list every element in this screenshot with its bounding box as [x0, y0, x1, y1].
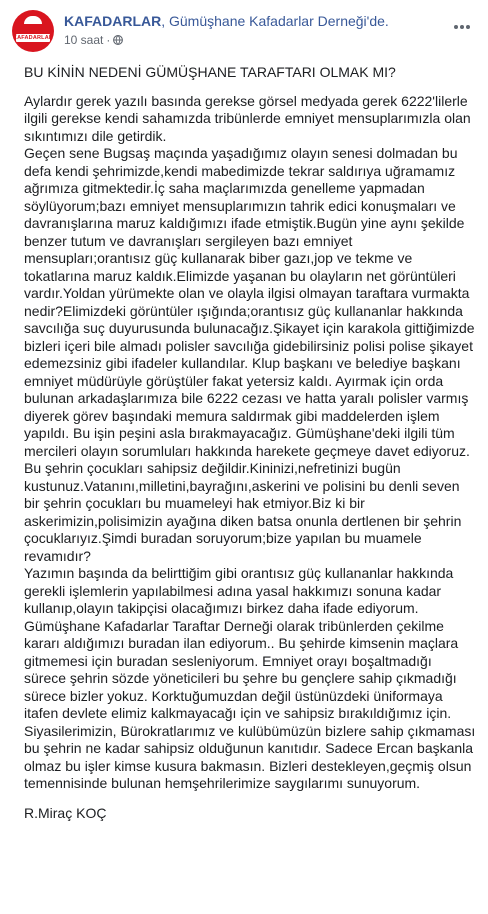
post-paragraph: Geçen sene Bugsaş maçında yaşadığımız olayın senesi dolmadan bu defa kendi şehrimizde,kendi mabedimizde tekrar saldırıya uğramamız ağrımıza gitmektedir.İç saha maçlarımızda genelleme yapmadan söylüyorum;bazı emniyet mensuplarımızın tahrik edici konuşmaları ve davranışlarına maruz kaldığımızı ifade etmiştik.Bugün yine aynı şekilde benzer tutum ve davranışları sergileyen bazı emniyet mensupları;orantısız güç kullanarak biber gazı,jop ve tekme ve tokatlarına maruz kaldık.Elimizde yaşanan bu olayların net görüntüleri vardır.Yoldan yürümekte olan ve olayla ilgisi olmayan taraftara vurmakta nedir?Elimizdeki görüntüler ışığında;orantısız güç kullananlar hakkında savcılığa suç duyurusunda bulunacağız.Şikayet için karakola gittiğimizde bizleri içeri bile almadı polisler savcılığa gidebilirsiniz polisi polise şikayet edemezsiniz gibi ifadeler kullandılar. Klup başkanı ve belediye başkanı emniyet müdürüyle görüştüler fakat yetersiz kaldı. Ayırmak için orda bulunan arkadaşlarımıza bile 6222 cezası ve hatta yaralı polisler varmış diyerek görev başındaki memura saldırmak gibi maddelerden işlem yapıldı. Bu işin peşini asla bırakmayacağız. Gümüşhane'deki ilgili tüm mercileri olayın sorumluları hakkında harekete geçmeye davet ediyoruz.	[24, 145, 479, 459]
more-options-icon[interactable]	[454, 16, 474, 26]
author-separator: ,	[161, 13, 166, 29]
page-avatar[interactable]	[12, 10, 54, 52]
globe-icon[interactable]	[113, 35, 123, 45]
post-header	[12, 10, 476, 56]
location-link[interactable]: Gümüşhane Kafadarlar Derneği'de.	[169, 13, 389, 29]
meta-dot: ·	[106, 33, 111, 47]
post-body	[24, 64, 480, 822]
post-paragraph: Aylardır gerek yazılı basında gerekse görsel medyada gerek 6222'lilerle ilgili gerekse kendi sahamızda tribünlerde emniyet mensuplarımızla olan sıkıntımızı dile getirdik.	[24, 92, 475, 144]
page-name-link[interactable]: KAFADARLAR	[64, 13, 162, 29]
avatar-logo-text: KAFADARLAR	[12, 34, 54, 41]
post-author-line	[64, 12, 389, 30]
post-meta	[64, 32, 123, 48]
post-paragraph: Bu şehrin çocukları sahipsiz değildir.Kininizi,nefretinizi bugün kustunuz.Vatanını,milletini,bayrağını,askerini ve polisini bu denli seven bir şehrin çocukları bu muameleyi hak etmiyor.Biz ki bir askerimizin,polisimizin ayağına diken batsa onunla dertlenen bir şehrin çocuklarıyız.Şimdi buradan soruyorum;bize yapılan bu muamele revamıdır?	[24, 460, 466, 564]
post-paragraph: Gümüşhane Kafadarlar Taraftar Derneği olarak tribünlerden çekilme kararı aldığımızı buradan ilan ediyorum.. Bu şehirde kimsenin maçlara gitmemesi için buradan sesleniyorum. Emniyet orayı boşaltmadığı sürece şehrin sözde yöneticileri bu şehre bu gençlere sahip çıkmadığı sürece bizler yokuz. Korktuğumuzdan değil üstünüzdeki üniformaya itafen devlete elimiz kalkmayacağı için ve sahipsiz bırakıldığımız için. Siyasilerimizin, Bürokratlarımız ve kulübümüzün bizlere sahip çıkmaması bu şehrin ne kadar sahipsiz olduğunun kanıtıdır. Sadece Ercan başkanla olmaz bu işler kimse kusura bakmasın. Bizleri destekleyen,geçmiş olsun temennisinde bulunan hemşehrilerimize saygılarımı sunuyorum.	[24, 617, 480, 791]
post-paragraph: Yazımın başında da belirttiğim gibi orantısız güç kullananlar hakkında gerekli işlemlerin yapılabilmesi adına yasal hakkımızı sonuna kadar kullanıp,olayın takipçisi olacağımızı birkez daha ifade ediyorum.	[24, 565, 458, 616]
logo-emblem	[24, 16, 42, 24]
post-timestamp[interactable]: 10 saat	[64, 33, 104, 47]
post-signature: R.Miraç KOÇ	[24, 804, 107, 821]
post-title: BU KİNİN NEDENİ GÜMÜŞHANE TARAFTARI OLMAK MI?	[24, 64, 396, 80]
